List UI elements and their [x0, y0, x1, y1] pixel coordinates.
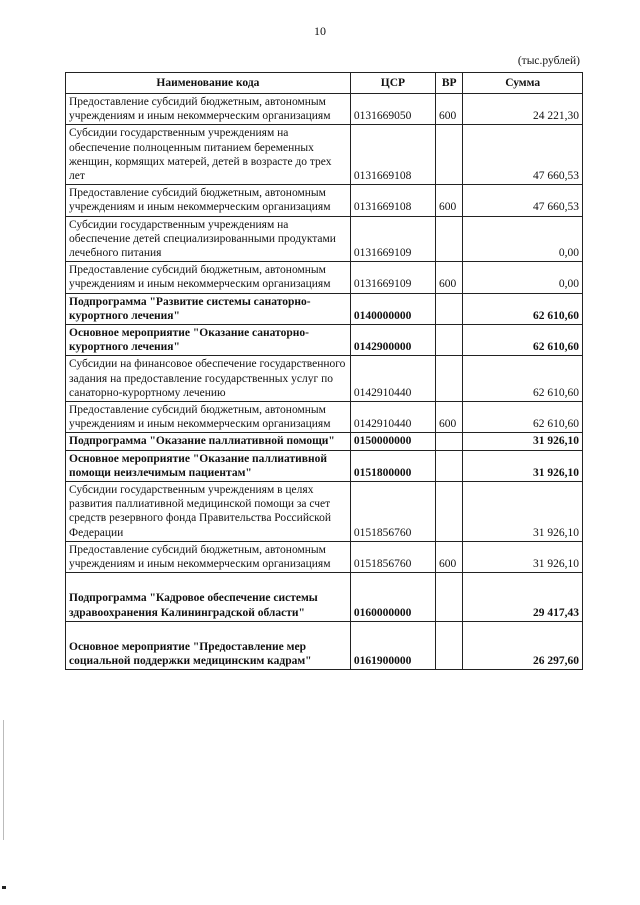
row-name: Подпрограмма "Кадровое обеспечение системы здравоохранения Калининградской области"	[66, 573, 351, 621]
page-number: 10	[314, 24, 326, 38]
row-name: Субсидии государственным учреждениям в целях развития паллиативной медицинской помощи за счет средств резервного фонда Правительства Российской Федерации	[66, 482, 351, 542]
row-csr: 0142900000	[350, 325, 435, 356]
row-sum: 47 660,53	[463, 185, 583, 216]
row-sum: 26 297,60	[463, 621, 583, 669]
row-name: Предоставление субсидий бюджетным, автономным учреждениям и иным некоммерческим организациям	[66, 262, 351, 293]
row-sum: 31 926,10	[463, 541, 583, 572]
row-csr: 0131669050	[350, 94, 435, 125]
row-csr: 0131669109	[350, 216, 435, 262]
row-name: Основное мероприятие "Оказание паллиативной помощи неизлечимым пациентам"	[66, 450, 351, 481]
table-row	[66, 185, 583, 216]
row-sum: 0,00	[463, 262, 583, 293]
scan-margin-line	[3, 720, 4, 840]
row-vr: 600	[435, 94, 462, 125]
row-vr	[435, 482, 462, 542]
table-row-subprogram	[66, 293, 583, 324]
row-name: Предоставление субсидий бюджетным, автономным учреждениям и иным некоммерческим организациям	[66, 185, 351, 216]
row-csr: 0131669109	[350, 262, 435, 293]
row-name: Субсидии государственным учреждениям на обеспечение полноценным питанием беременных женщин, кормящих матерей, детей в возрасте до трех лет	[66, 125, 351, 185]
row-name: Основное мероприятие "Оказание санаторно-курортного лечения"	[66, 325, 351, 356]
table-row	[66, 216, 583, 262]
row-vr	[435, 216, 462, 262]
row-csr: 0151856760	[350, 541, 435, 572]
row-csr: 0161900000	[350, 621, 435, 669]
row-sum: 31 926,10	[463, 482, 583, 542]
row-name: Предоставление субсидий бюджетным, автономным учреждениям и иным некоммерческим организациям	[66, 402, 351, 433]
row-csr: 0151800000	[350, 450, 435, 481]
row-vr: 600	[435, 185, 462, 216]
row-name: Предоставление субсидий бюджетным, автономным учреждениям и иным некоммерческим организациям	[66, 541, 351, 572]
table-row	[66, 262, 583, 293]
table-row-subprogram	[66, 573, 583, 621]
row-csr: 0160000000	[350, 573, 435, 621]
header-name: Наименование кода	[66, 73, 351, 94]
row-sum: 62 610,60	[463, 402, 583, 433]
row-csr: 0140000000	[350, 293, 435, 324]
row-csr: 0131669108	[350, 185, 435, 216]
row-vr	[435, 450, 462, 481]
row-sum: 31 926,10	[463, 433, 583, 450]
row-name: Субсидии государственным учреждениям на обеспечение детей специализированными продуктами лечебного питания	[66, 216, 351, 262]
row-name: Подпрограмма "Развитие системы санаторно-курортного лечения"	[66, 293, 351, 324]
row-vr	[435, 433, 462, 450]
units-label: (тыс.рублей)	[517, 55, 580, 67]
row-csr: 0142910440	[350, 356, 435, 402]
header-sum: Сумма	[463, 73, 583, 94]
row-sum: 0,00	[463, 216, 583, 262]
table-row	[66, 94, 583, 125]
row-vr: 600	[435, 262, 462, 293]
row-sum: 24 221,30	[463, 94, 583, 125]
row-csr: 0142910440	[350, 402, 435, 433]
row-csr: 0151856760	[350, 482, 435, 542]
table-row	[66, 356, 583, 402]
row-sum: 62 610,60	[463, 356, 583, 402]
row-vr	[435, 356, 462, 402]
row-csr: 0131669108	[350, 125, 435, 185]
table-row-main-activity	[66, 450, 583, 481]
row-sum: 62 610,60	[463, 325, 583, 356]
row-vr	[435, 621, 462, 669]
row-sum: 47 660,53	[463, 125, 583, 185]
row-csr: 0150000000	[350, 433, 435, 450]
row-vr	[435, 125, 462, 185]
row-name: Подпрограмма "Оказание паллиативной помощи"	[66, 433, 351, 450]
table-row	[66, 482, 583, 542]
row-sum: 29 417,43	[463, 573, 583, 621]
row-vr: 600	[435, 402, 462, 433]
row-name: Субсидии на финансовое обеспечение государственного задания на предоставление государственных услуг по санаторно-курортному лечению	[66, 356, 351, 402]
table-row	[66, 125, 583, 185]
table-row-subprogram	[66, 433, 583, 450]
row-name: Основное мероприятие "Предоставление мер социальной поддержки медицинским кадрам"	[66, 621, 351, 669]
row-vr	[435, 293, 462, 324]
scan-margin-mark	[2, 886, 6, 889]
budget-table	[65, 72, 583, 670]
row-vr	[435, 325, 462, 356]
row-sum: 62 610,60	[463, 293, 583, 324]
row-sum: 31 926,10	[463, 450, 583, 481]
row-vr: 600	[435, 541, 462, 572]
table-row	[66, 402, 583, 433]
row-vr	[435, 573, 462, 621]
row-name: Предоставление субсидий бюджетным, автономным учреждениям и иным некоммерческим организациям	[66, 94, 351, 125]
table-row-main-activity	[66, 325, 583, 356]
header-csr: ЦСР	[350, 73, 435, 94]
table-header-row	[66, 73, 583, 94]
table-row-main-activity	[66, 621, 583, 669]
table-row	[66, 541, 583, 572]
header-vr: ВР	[435, 73, 462, 94]
